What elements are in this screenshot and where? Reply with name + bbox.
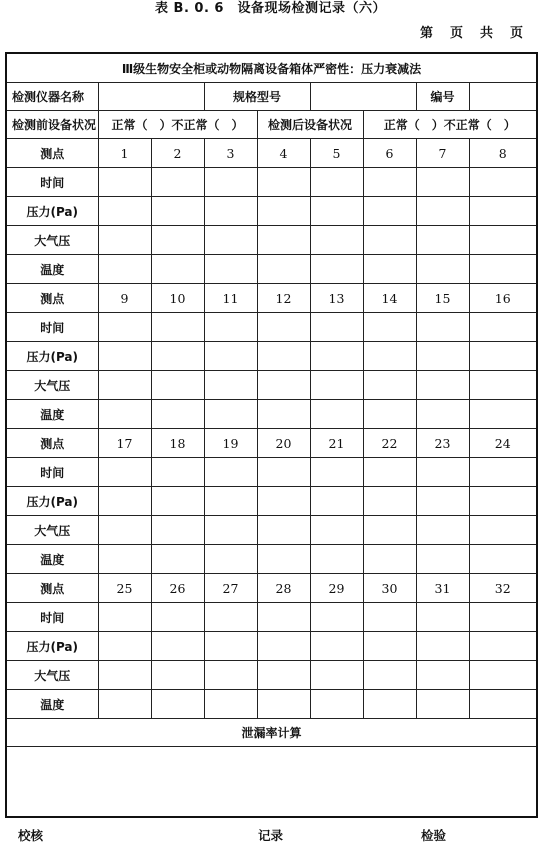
temperature-cell[interactable] xyxy=(469,545,537,574)
point-number: 22 xyxy=(363,429,416,458)
temperature-cell[interactable] xyxy=(416,400,469,429)
temperature-cell[interactable] xyxy=(98,255,151,284)
point-number: 11 xyxy=(204,284,257,313)
temperature-cell[interactable] xyxy=(151,400,204,429)
leak-calc-body-row xyxy=(6,747,537,817)
atmospheric-cell[interactable] xyxy=(151,516,204,545)
atmospheric-cell[interactable] xyxy=(469,226,537,255)
time-cell[interactable] xyxy=(310,313,363,342)
temperature-cell[interactable] xyxy=(310,545,363,574)
pressure-cell[interactable] xyxy=(257,632,310,661)
temperature-cell[interactable] xyxy=(257,400,310,429)
row-label-point: 测点 xyxy=(6,284,98,313)
pre-status-options[interactable]: 正常（ ）不正常（ ） xyxy=(98,111,257,139)
row-label-pressure: 压力(Pa) xyxy=(6,632,98,661)
atmospheric-cell[interactable] xyxy=(257,661,310,690)
time-cell[interactable] xyxy=(416,458,469,487)
pressure-cell[interactable] xyxy=(204,487,257,516)
row-label-atmospheric: 大气压 xyxy=(6,661,98,690)
atmospheric-cell[interactable] xyxy=(310,371,363,400)
number-value[interactable] xyxy=(469,83,537,111)
temperature-cell[interactable] xyxy=(310,690,363,719)
pressure-cell[interactable] xyxy=(257,487,310,516)
row-label-pressure: 压力(Pa) xyxy=(6,197,98,226)
row-label-point: 测点 xyxy=(6,429,98,458)
row-label-point: 测点 xyxy=(6,139,98,168)
atmospheric-cell[interactable] xyxy=(363,371,416,400)
pressure-cell[interactable] xyxy=(98,487,151,516)
time-cell[interactable] xyxy=(257,458,310,487)
point-number: 20 xyxy=(257,429,310,458)
table-row-temperature xyxy=(6,545,537,574)
temperature-cell[interactable] xyxy=(363,255,416,284)
row-label-temperature: 温度 xyxy=(6,400,98,429)
time-cell[interactable] xyxy=(416,168,469,197)
point-number: 13 xyxy=(310,284,363,313)
time-cell[interactable] xyxy=(363,603,416,632)
row-label-time: 时间 xyxy=(6,458,98,487)
model-value[interactable] xyxy=(310,83,416,111)
temperature-cell[interactable] xyxy=(416,545,469,574)
atmospheric-cell[interactable] xyxy=(469,371,537,400)
page-info: 第 页 共 页 xyxy=(419,26,525,41)
atmospheric-cell[interactable] xyxy=(98,226,151,255)
pre-status-label: 检测前设备状况 xyxy=(6,111,98,139)
point-number: 5 xyxy=(310,139,363,168)
temperature-cell[interactable] xyxy=(204,400,257,429)
table-row-pressure xyxy=(6,632,537,661)
time-cell[interactable] xyxy=(151,458,204,487)
row-label-temperature: 温度 xyxy=(6,690,98,719)
instrument-name-value[interactable] xyxy=(98,83,204,111)
leak-calc-header-row xyxy=(6,719,537,747)
inspect-label: 检验 xyxy=(421,828,447,843)
post-status-options[interactable]: 正常（ ）不正常（ ） xyxy=(363,111,537,139)
time-cell[interactable] xyxy=(204,313,257,342)
time-cell[interactable] xyxy=(469,458,537,487)
model-label: 规格型号 xyxy=(204,83,310,111)
table-row-temperature xyxy=(6,690,537,719)
table-row-pressure xyxy=(6,342,537,371)
footer xyxy=(0,826,541,846)
pressure-cell[interactable] xyxy=(416,632,469,661)
time-cell[interactable] xyxy=(363,168,416,197)
table-row-time xyxy=(6,168,537,197)
time-cell[interactable] xyxy=(469,168,537,197)
time-cell[interactable] xyxy=(151,603,204,632)
pressure-cell[interactable] xyxy=(204,342,257,371)
atmospheric-cell[interactable] xyxy=(98,371,151,400)
row-label-pressure: 压力(Pa) xyxy=(6,487,98,516)
temperature-cell[interactable] xyxy=(98,545,151,574)
point-number: 10 xyxy=(151,284,204,313)
time-cell[interactable] xyxy=(257,313,310,342)
point-number: 9 xyxy=(98,284,151,313)
point-number: 15 xyxy=(416,284,469,313)
table-row-time xyxy=(6,603,537,632)
post-status-label: 检测后设备状况 xyxy=(257,111,363,139)
table-row-point xyxy=(6,574,537,603)
time-cell[interactable] xyxy=(98,313,151,342)
row-label-temperature: 温度 xyxy=(6,545,98,574)
row-label-temperature: 温度 xyxy=(6,255,98,284)
point-number: 18 xyxy=(151,429,204,458)
point-number: 24 xyxy=(469,429,537,458)
pressure-cell[interactable] xyxy=(469,342,537,371)
time-cell[interactable] xyxy=(416,603,469,632)
row-label-atmospheric: 大气压 xyxy=(6,516,98,545)
pressure-cell[interactable] xyxy=(469,632,537,661)
atmospheric-cell[interactable] xyxy=(151,226,204,255)
time-cell[interactable] xyxy=(416,313,469,342)
temperature-cell[interactable] xyxy=(416,255,469,284)
point-number: 23 xyxy=(416,429,469,458)
leak-calc-area[interactable] xyxy=(6,747,537,817)
pressure-cell[interactable] xyxy=(310,197,363,226)
row-label-time: 时间 xyxy=(6,168,98,197)
table-row-point xyxy=(6,284,537,313)
table-header: Ⅲ级生物安全柜或动物隔离设备箱体严密性：压力衰减法 xyxy=(6,53,537,83)
pressure-cell[interactable] xyxy=(363,632,416,661)
time-cell[interactable] xyxy=(310,168,363,197)
table-row-temperature xyxy=(6,255,537,284)
row-label-time: 时间 xyxy=(6,313,98,342)
status-row xyxy=(6,111,537,139)
pressure-cell[interactable] xyxy=(469,487,537,516)
table-row-temperature xyxy=(6,400,537,429)
instrument-name-label: 检测仪器名称 xyxy=(6,83,98,111)
time-cell[interactable] xyxy=(151,168,204,197)
pressure-cell[interactable] xyxy=(151,632,204,661)
pressure-cell[interactable] xyxy=(310,342,363,371)
record-table xyxy=(5,52,538,818)
pressure-cell[interactable] xyxy=(363,197,416,226)
point-number: 16 xyxy=(469,284,537,313)
temperature-cell[interactable] xyxy=(151,255,204,284)
point-number: 31 xyxy=(416,574,469,603)
point-number: 21 xyxy=(310,429,363,458)
time-cell[interactable] xyxy=(204,603,257,632)
point-number: 17 xyxy=(98,429,151,458)
temperature-cell[interactable] xyxy=(204,690,257,719)
atmospheric-cell[interactable] xyxy=(310,516,363,545)
time-cell[interactable] xyxy=(98,458,151,487)
temperature-cell[interactable] xyxy=(98,690,151,719)
atmospheric-cell[interactable] xyxy=(98,661,151,690)
time-cell[interactable] xyxy=(257,168,310,197)
temperature-cell[interactable] xyxy=(257,255,310,284)
check-label: 校核 xyxy=(18,828,44,843)
temperature-cell[interactable] xyxy=(469,400,537,429)
point-number: 19 xyxy=(204,429,257,458)
atmospheric-cell[interactable] xyxy=(98,516,151,545)
atmospheric-cell[interactable] xyxy=(416,516,469,545)
pressure-cell[interactable] xyxy=(98,342,151,371)
time-cell[interactable] xyxy=(98,603,151,632)
pressure-cell[interactable] xyxy=(204,632,257,661)
atmospheric-cell[interactable] xyxy=(310,226,363,255)
table-row-point xyxy=(6,429,537,458)
point-number: 8 xyxy=(469,139,537,168)
temperature-cell[interactable] xyxy=(363,690,416,719)
point-number: 30 xyxy=(363,574,416,603)
temperature-cell[interactable] xyxy=(151,545,204,574)
pressure-cell[interactable] xyxy=(469,197,537,226)
temperature-cell[interactable] xyxy=(257,690,310,719)
atmospheric-cell[interactable] xyxy=(151,371,204,400)
pressure-cell[interactable] xyxy=(416,197,469,226)
atmospheric-cell[interactable] xyxy=(204,516,257,545)
time-cell[interactable] xyxy=(469,603,537,632)
temperature-cell[interactable] xyxy=(469,690,537,719)
time-cell[interactable] xyxy=(363,313,416,342)
atmospheric-cell[interactable] xyxy=(363,226,416,255)
table-row-time xyxy=(6,313,537,342)
time-cell[interactable] xyxy=(151,313,204,342)
pressure-cell[interactable] xyxy=(416,342,469,371)
row-label-time: 时间 xyxy=(6,603,98,632)
point-number: 27 xyxy=(204,574,257,603)
table-row-atmospheric xyxy=(6,371,537,400)
point-number: 32 xyxy=(469,574,537,603)
point-number: 1 xyxy=(98,139,151,168)
leak-calc-label: 泄漏率计算 xyxy=(6,719,537,747)
pressure-cell[interactable] xyxy=(204,197,257,226)
table-row-time xyxy=(6,458,537,487)
temperature-cell[interactable] xyxy=(204,255,257,284)
temperature-cell[interactable] xyxy=(204,545,257,574)
point-number: 25 xyxy=(98,574,151,603)
point-number: 12 xyxy=(257,284,310,313)
instrument-row xyxy=(6,83,537,111)
atmospheric-cell[interactable] xyxy=(416,661,469,690)
time-cell[interactable] xyxy=(257,603,310,632)
page-title: 表 B. 0. 6 设备现场检测记录（六） xyxy=(155,1,386,16)
row-label-pressure: 压力(Pa) xyxy=(6,342,98,371)
atmospheric-cell[interactable] xyxy=(204,226,257,255)
atmospheric-cell[interactable] xyxy=(469,516,537,545)
pressure-cell[interactable] xyxy=(310,632,363,661)
table-row-atmospheric xyxy=(6,516,537,545)
temperature-cell[interactable] xyxy=(98,400,151,429)
time-cell[interactable] xyxy=(204,168,257,197)
point-number: 29 xyxy=(310,574,363,603)
pressure-cell[interactable] xyxy=(363,342,416,371)
atmospheric-cell[interactable] xyxy=(204,661,257,690)
atmospheric-cell[interactable] xyxy=(310,661,363,690)
pressure-cell[interactable] xyxy=(310,487,363,516)
table-row-atmospheric xyxy=(6,661,537,690)
atmospheric-cell[interactable] xyxy=(469,661,537,690)
time-cell[interactable] xyxy=(310,458,363,487)
temperature-cell[interactable] xyxy=(257,545,310,574)
pressure-cell[interactable] xyxy=(151,197,204,226)
temperature-cell[interactable] xyxy=(310,255,363,284)
time-cell[interactable] xyxy=(310,603,363,632)
pressure-cell[interactable] xyxy=(98,197,151,226)
point-number: 7 xyxy=(416,139,469,168)
pressure-cell[interactable] xyxy=(151,487,204,516)
pressure-cell[interactable] xyxy=(98,632,151,661)
atmospheric-cell[interactable] xyxy=(151,661,204,690)
table-header-row xyxy=(6,53,537,83)
point-number: 4 xyxy=(257,139,310,168)
temperature-cell[interactable] xyxy=(469,255,537,284)
time-cell[interactable] xyxy=(98,168,151,197)
temperature-cell[interactable] xyxy=(363,400,416,429)
record-label: 记录 xyxy=(258,828,284,843)
number-label: 编号 xyxy=(416,83,469,111)
atmospheric-cell[interactable] xyxy=(257,226,310,255)
pressure-cell[interactable] xyxy=(257,342,310,371)
time-cell[interactable] xyxy=(469,313,537,342)
atmospheric-cell[interactable] xyxy=(416,371,469,400)
row-label-atmospheric: 大气压 xyxy=(6,226,98,255)
pressure-cell[interactable] xyxy=(151,342,204,371)
row-label-atmospheric: 大气压 xyxy=(6,371,98,400)
temperature-cell[interactable] xyxy=(363,545,416,574)
time-cell[interactable] xyxy=(204,458,257,487)
atmospheric-cell[interactable] xyxy=(416,226,469,255)
table-row-point xyxy=(6,139,537,168)
point-number: 14 xyxy=(363,284,416,313)
atmospheric-cell[interactable] xyxy=(363,516,416,545)
point-number: 28 xyxy=(257,574,310,603)
table-row-pressure xyxy=(6,487,537,516)
temperature-cell[interactable] xyxy=(310,400,363,429)
time-cell[interactable] xyxy=(363,458,416,487)
pressure-cell[interactable] xyxy=(363,487,416,516)
temperature-cell[interactable] xyxy=(151,690,204,719)
point-number: 2 xyxy=(151,139,204,168)
point-number: 6 xyxy=(363,139,416,168)
pressure-cell[interactable] xyxy=(416,487,469,516)
table-row-pressure xyxy=(6,197,537,226)
atmospheric-cell[interactable] xyxy=(363,661,416,690)
row-label-point: 测点 xyxy=(6,574,98,603)
atmospheric-cell[interactable] xyxy=(204,371,257,400)
atmospheric-cell[interactable] xyxy=(257,516,310,545)
temperature-cell[interactable] xyxy=(416,690,469,719)
point-number: 26 xyxy=(151,574,204,603)
pressure-cell[interactable] xyxy=(257,197,310,226)
table-row-atmospheric xyxy=(6,226,537,255)
atmospheric-cell[interactable] xyxy=(257,371,310,400)
point-number: 3 xyxy=(204,139,257,168)
